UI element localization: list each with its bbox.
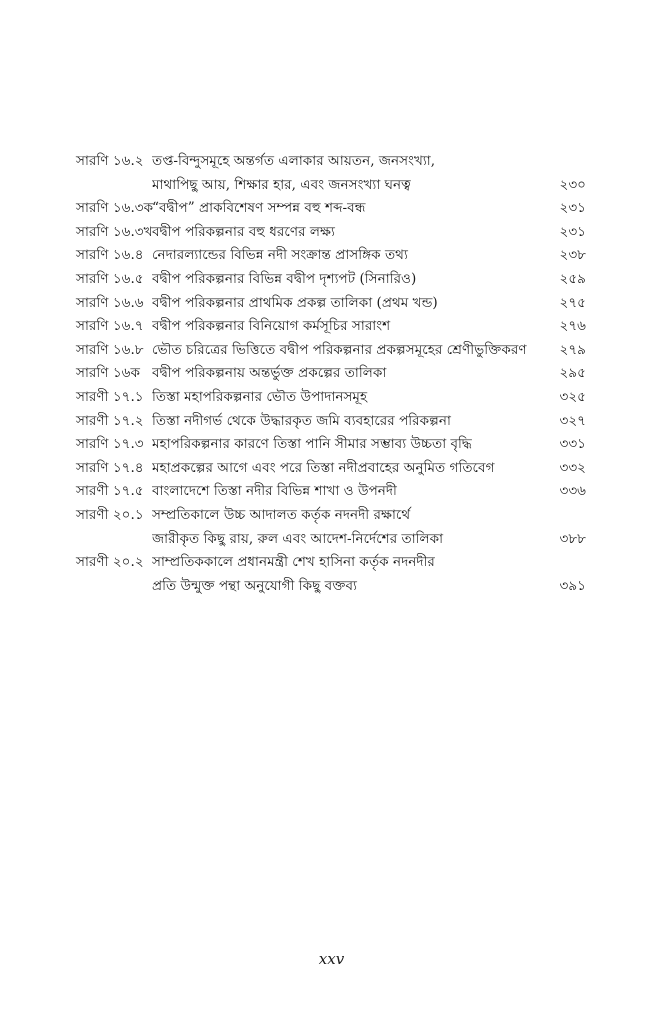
table-label: সারণি ১৬.৩ক bbox=[76, 200, 154, 217]
page-reference: ২৭৯ bbox=[559, 341, 586, 358]
toc-entry bbox=[76, 292, 586, 316]
table-label: সারণী ১৭.৫ bbox=[76, 483, 144, 500]
toc-entry bbox=[76, 386, 586, 410]
toc-entry bbox=[76, 504, 586, 551]
page-reference: ৩৩২ bbox=[559, 459, 586, 476]
toc-entry-line bbox=[76, 268, 586, 292]
toc-entry bbox=[76, 362, 586, 386]
toc-entry bbox=[76, 197, 586, 221]
toc-entry-line bbox=[76, 221, 586, 245]
toc-entry-line bbox=[76, 386, 586, 410]
toc-entry bbox=[76, 433, 586, 457]
table-title-continued: জারীকৃত কিছু রায়, রুল এবং আদেশ-নির্দেশের তালিকা bbox=[152, 530, 444, 547]
toc-entry-line bbox=[76, 315, 586, 339]
toc-entry-line bbox=[76, 433, 586, 457]
toc-entry bbox=[76, 410, 586, 434]
toc-entry-line bbox=[76, 480, 586, 504]
table-label: সারণি ১৭.৩ bbox=[76, 436, 144, 453]
page-reference: ৩৩৬ bbox=[559, 483, 586, 500]
page-reference: ৩২৭ bbox=[559, 412, 586, 429]
page-reference: ২৩০ bbox=[559, 176, 586, 193]
toc-entry bbox=[76, 457, 586, 481]
toc-entry bbox=[76, 244, 586, 268]
table-title: সম্প্রতিকালে উচ্চ আদালত কর্তৃক নদনদী রক্ষার্থে bbox=[152, 506, 411, 523]
table-title-continued: মাথাপিছু আয়, শিক্ষার হার, এবং জনসংখ্যা ঘনত্ব bbox=[152, 176, 411, 193]
page-reference: ৩৮৮ bbox=[559, 530, 586, 547]
table-label: সারণি ১৭.৪ bbox=[76, 459, 144, 476]
table-label: সারণি ১৬.৫ bbox=[76, 270, 144, 287]
toc-entry-line bbox=[76, 457, 586, 481]
table-label: সারণী ২০.১ bbox=[76, 506, 144, 523]
table-label: সারণি ১৬.৪ bbox=[76, 247, 144, 264]
table-title: মহাপ্রকল্পের আগে এবং পরে তিস্তা নদীপ্রবাহের অনুমিত গতিবেগ bbox=[152, 459, 495, 476]
table-title: ভৌত চরিত্রের ভিত্তিতে বদ্বীপ পরিকল্পনার প্রকল্পসমূহের শ্রেণীভুক্তিকরণ bbox=[152, 341, 527, 358]
table-label: সারণি ১৬ক bbox=[76, 365, 140, 382]
table-title: নেদারল্যান্ডের বিভিন্ন নদী সংক্রান্ত প্রাসঙ্গিক তথ্য bbox=[152, 247, 408, 264]
table-title: বদ্বীপ পরিকল্পনার বিভিন্ন বদ্বীপ দৃশ্যপট (সিনারিও) bbox=[152, 270, 417, 287]
toc-entry bbox=[76, 339, 586, 363]
toc-entry-line bbox=[76, 410, 586, 434]
page-reference: ২৩১ bbox=[559, 223, 586, 240]
toc-entry-line bbox=[76, 551, 586, 575]
toc-entry-line bbox=[76, 292, 586, 316]
toc-entry-line bbox=[76, 244, 586, 268]
table-title: মহাপরিকল্পনার কারণে তিস্তা পানি সীমার সম্ভাব্য উচ্চতা বৃদ্ধি bbox=[152, 436, 472, 453]
page-reference: ৩২৫ bbox=[559, 388, 586, 405]
table-title: বদ্বীপ পরিকল্পনার বহু ধরণের লক্ষ্য bbox=[152, 223, 335, 240]
toc-entry-continuation bbox=[76, 174, 586, 198]
table-label: সারণি ১৬.২ bbox=[76, 153, 144, 169]
table-title: বদ্বীপ পরিকল্পনার প্রাথমিক প্রকল্প তালিকা (প্রথম খন্ড) bbox=[152, 294, 438, 311]
toc-entry bbox=[76, 315, 586, 339]
table-title: তিস্তা মহাপরিকল্পনার ভৌত উপাদানসমূহ bbox=[152, 388, 368, 405]
toc-entry-continuation bbox=[76, 575, 586, 599]
toc-entry bbox=[76, 150, 586, 197]
page-reference: ২৩৮ bbox=[559, 247, 586, 264]
page-reference: ২৫৯ bbox=[559, 270, 586, 287]
page-reference: ২৭৬ bbox=[559, 318, 586, 335]
toc-entry bbox=[76, 551, 586, 598]
table-title: সাম্প্রতিককালে প্রধানমন্ত্রী শেখ হাসিনা কর্তৃক নদনদীর bbox=[152, 554, 435, 571]
table-label: সারণী ১৭.১ bbox=[76, 388, 144, 405]
table-label: সারণি ১৬.৩খ bbox=[76, 223, 153, 240]
table-of-tables bbox=[76, 150, 586, 598]
toc-entry bbox=[76, 268, 586, 292]
table-title: বাংলাদেশে তিস্তা নদীর বিভিন্ন শাখা ও উপনদী bbox=[152, 483, 397, 500]
table-label: সারণী ১৭.২ bbox=[76, 412, 144, 429]
page-reference: ২৩১ bbox=[559, 200, 586, 217]
table-label: সারণি ১৬.৬ bbox=[76, 294, 144, 311]
table-label: সারণি ১৬.৮ bbox=[76, 341, 144, 358]
toc-entry-line bbox=[76, 504, 586, 528]
page-reference: ২৭৫ bbox=[559, 294, 586, 311]
table-title: বদ্বীপ পরিকল্পনার বিনিয়োগ কর্মসূচির সারাংশ bbox=[152, 318, 391, 335]
table-title: তপ্ত-বিন্দুসমূহে অন্তর্গত এলাকার আয়তন, জনসংখ্যা, bbox=[152, 153, 436, 169]
table-title-continued: প্রতি উন্মুক্ত পন্থা অনুযোগী কিছু বক্তব্য bbox=[152, 577, 357, 594]
table-label: সারণী ২০.২ bbox=[76, 554, 144, 571]
page-reference: ৩৩১ bbox=[559, 436, 586, 453]
table-title: “বদ্বীপ” প্রাকবিশেষণ সম্পন্ন বহু শব্দ-বন্ধ bbox=[152, 200, 366, 217]
page-reference: ৩৯১ bbox=[559, 577, 586, 594]
toc-entry-line bbox=[76, 197, 586, 221]
toc-entry-line bbox=[76, 339, 586, 363]
toc-entry-line bbox=[76, 150, 586, 174]
table-label: সারণি ১৬.৭ bbox=[76, 318, 144, 335]
toc-entry-continuation bbox=[76, 528, 586, 552]
table-title: বদ্বীপ পরিকল্পনায় অন্তর্ভুক্ত প্রকল্পের তালিকা bbox=[152, 365, 387, 382]
page-reference: ২৯৫ bbox=[559, 365, 586, 382]
toc-entry bbox=[76, 221, 586, 245]
page-number-footer: xxv bbox=[318, 950, 345, 968]
table-title: তিস্তা নদীগর্ভ থেকে উদ্ধারকৃত জমি ব্যবহারের পরিকল্পনা bbox=[152, 412, 451, 429]
toc-entry bbox=[76, 480, 586, 504]
toc-entry-line bbox=[76, 362, 586, 386]
